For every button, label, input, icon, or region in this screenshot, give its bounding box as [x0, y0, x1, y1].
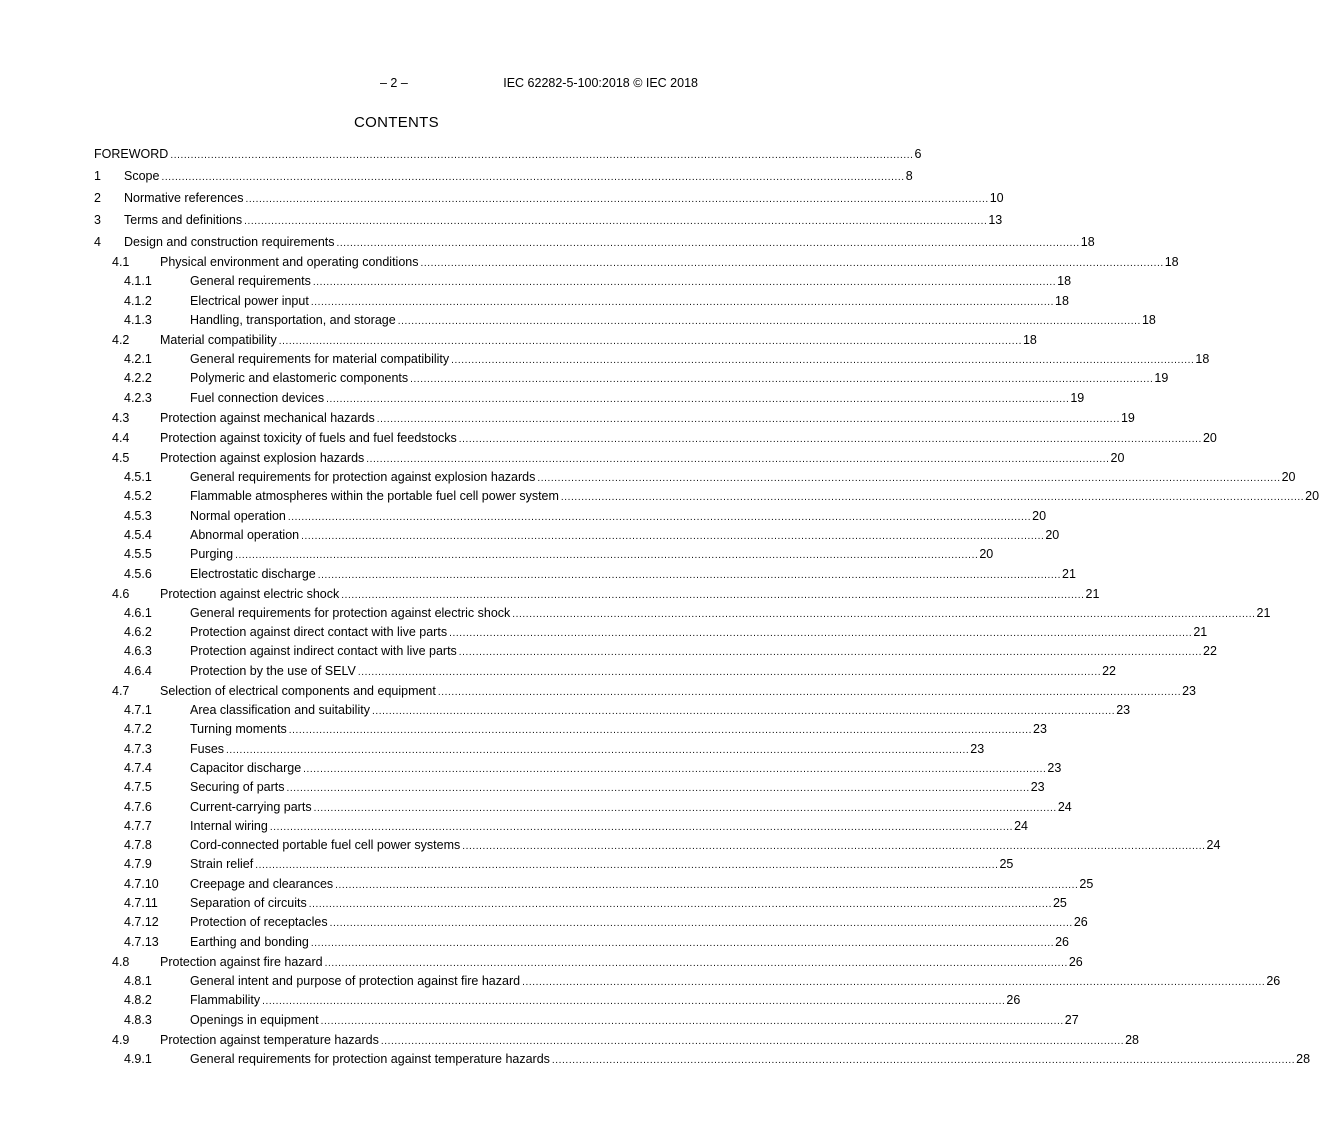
- toc-entry[interactable]: [94, 426, 1217, 446]
- toc-entry-page: 26: [1068, 954, 1083, 969]
- dot-leader: ............................................................................................................................................................................................................................: [226, 744, 970, 756]
- toc-entry[interactable]: [94, 142, 922, 162]
- toc-entry-number: 4.8.1: [124, 973, 152, 988]
- toc-entry-title: Protection against mechanical hazards: [160, 410, 375, 425]
- dot-leader: ............................................................................................................................................................................................................................: [317, 569, 1061, 581]
- toc-entry[interactable]: [94, 621, 1208, 640]
- dot-leader: ............................................................................................................................................................................................................................: [522, 976, 1266, 988]
- toc-entry-page: 23: [970, 741, 985, 756]
- toc-entry-title: Area classification and suitability: [190, 703, 370, 718]
- toc-entry-number: 4.7.11: [124, 896, 158, 911]
- toc-entry-page: 20: [1110, 450, 1125, 465]
- toc-entry-number: 4.7.7: [124, 818, 152, 833]
- toc-entry-title: Terms and definitions: [124, 213, 243, 227]
- toc-entry[interactable]: [94, 1048, 1311, 1067]
- dot-leader: ............................................................................................................................................................................................................................: [326, 393, 1070, 405]
- dot-leader: ............................................................................................................................................................................................................................: [371, 706, 1116, 718]
- toc-entry[interactable]: [94, 930, 1069, 949]
- toc-entry[interactable]: [94, 184, 1004, 206]
- dot-leader: ............................................................................................................................................................................................................................: [170, 150, 914, 161]
- toc-entry-title: Strain relief: [190, 857, 254, 872]
- dot-leader: ............................................................................................................................................................................................................................: [329, 918, 1073, 930]
- toc-entry-page: 8: [905, 169, 913, 183]
- toc-entry-page: 19: [1070, 390, 1085, 405]
- dot-leader: ............................................................................................................................................................................................................................: [420, 258, 1164, 269]
- toc-entry-title: FOREWORD: [94, 147, 169, 161]
- toc-entry-number: 4.5.6: [124, 566, 152, 581]
- dot-leader: ............................................................................................................................................................................................................................: [262, 996, 1006, 1008]
- toc-entry-title: Fuses: [190, 741, 225, 756]
- toc-entry[interactable]: [94, 206, 1003, 228]
- toc-entry[interactable]: [94, 162, 913, 184]
- toc-entry[interactable]: [94, 485, 1319, 504]
- toc-entry-number: 4.9.1: [124, 1051, 152, 1066]
- toc-entry-title: Creepage and clearances: [190, 876, 334, 891]
- dot-leader: ............................................................................................................................................................................................................................: [287, 511, 1032, 523]
- toc-entry-title: General requirements for protection against temperature hazards: [190, 1051, 550, 1066]
- toc-entry-title: General requirements for material compatibility: [190, 352, 450, 367]
- dot-leader: ............................................................................................................................................................................................................................: [449, 628, 1193, 640]
- toc-entry[interactable]: [94, 562, 1076, 581]
- dot-leader: ............................................................................................................................................................................................................................: [312, 277, 1057, 289]
- dot-leader: ............................................................................................................................................................................................................................: [341, 589, 1085, 601]
- toc-entry-page: 23: [1030, 780, 1045, 795]
- toc-entry[interactable]: [94, 309, 1156, 328]
- toc-entry-page: 18: [1080, 235, 1095, 249]
- toc-entry[interactable]: [94, 289, 1069, 308]
- dot-leader: ............................................................................................................................................................................................................................: [310, 937, 1055, 949]
- toc-entry-title: Flammable atmospheres within the portable fuel cell power system: [190, 489, 559, 504]
- dot-leader: ............................................................................................................................................................................................................................: [310, 296, 1055, 308]
- toc-entry-number: 4.7.1: [124, 703, 152, 718]
- toc-entry-page: 26: [1006, 993, 1021, 1008]
- toc-entry-page: 18: [1055, 293, 1069, 308]
- toc-entry-page: 21: [1193, 625, 1208, 640]
- toc-entry-page: 26: [1073, 915, 1088, 930]
- toc-entry-page: 23: [1182, 683, 1197, 698]
- dot-leader: ............................................................................................................................................................................................................................: [458, 433, 1202, 445]
- toc-entry[interactable]: [94, 659, 1116, 678]
- toc-entry-title: Protection against indirect contact with live parts: [190, 644, 457, 659]
- toc-entry[interactable]: [94, 386, 1085, 405]
- toc-entry-title: Handling, transportation, and storage: [190, 312, 396, 327]
- toc-entry-title: Normal operation: [190, 508, 286, 523]
- toc-entry-number: 4.2.3: [124, 390, 152, 405]
- toc-entry-title: Polymeric and elastomeric components: [190, 371, 409, 386]
- toc-entry-number: 2: [94, 191, 101, 205]
- dot-leader: ............................................................................................................................................................................................................................: [245, 194, 989, 205]
- toc-entry-page: 20: [979, 547, 994, 562]
- toc-entry[interactable]: [94, 270, 1072, 289]
- toc-entry-title: Selection of electrical components and equipment: [160, 683, 436, 698]
- toc-entry-title: Fuel connection devices: [190, 390, 325, 405]
- toc-entry-title: General intent and purpose of protection against fire hazard: [190, 973, 521, 988]
- dot-leader: ............................................................................................................................................................................................................................: [255, 860, 999, 872]
- toc-entry-number: 4.3: [112, 410, 130, 425]
- toc-entry-title: Protection of receptacles: [190, 915, 328, 930]
- toc-entry-title: Capacitor discharge: [190, 760, 302, 775]
- toc-entry-page: 19: [1154, 371, 1169, 386]
- toc-entry-page: 20: [1305, 489, 1319, 504]
- toc-entry-number: 4.1.2: [124, 293, 152, 308]
- toc-entry[interactable]: [94, 679, 1197, 699]
- toc-entry-page: 23: [1047, 760, 1062, 775]
- dot-leader: ............................................................................................................................................................................................................................: [376, 413, 1120, 425]
- toc-entry[interactable]: [94, 504, 1047, 523]
- toc-entry-number: 4.5: [112, 450, 130, 465]
- toc-entry-title: Protection against direct contact with live parts: [190, 625, 448, 640]
- toc-entry-page: 24: [1057, 799, 1072, 814]
- toc-entry-page: 26: [1266, 973, 1281, 988]
- toc-entry-title: Protection against toxicity of fuels and fuel feedstocks: [160, 430, 457, 445]
- toc-entry[interactable]: [94, 543, 994, 562]
- toc-entry-title: Protection against fire hazard: [160, 954, 323, 969]
- toc-entry[interactable]: [94, 834, 1221, 853]
- toc-entry[interactable]: [94, 892, 1067, 911]
- toc-entry-title: Protection by the use of SELV: [190, 663, 356, 678]
- toc-entry-page: 23: [1033, 722, 1047, 737]
- dot-leader: ............................................................................................................................................................................................................................: [462, 841, 1206, 853]
- toc-entry-title: Scope: [124, 169, 160, 183]
- toc-entry-number: 4.8.2: [124, 993, 152, 1008]
- toc-entry-page: 18: [1022, 332, 1037, 347]
- dot-leader: ............................................................................................................................................................................................................................: [560, 492, 1305, 504]
- toc-entry-title: Electrostatic discharge: [190, 566, 316, 581]
- toc-entry[interactable]: [94, 524, 1060, 543]
- toc-entry-title: Openings in equipment: [190, 1012, 319, 1027]
- toc-entry-number: 4.5.1: [124, 470, 152, 485]
- toc-entry-title: Cord-connected portable fuel cell power systems: [190, 838, 461, 853]
- dot-leader: ............................................................................................................................................................................................................................: [301, 530, 1045, 542]
- toc-entry-page: 6: [914, 147, 922, 161]
- toc-entry-number: 4.5.4: [124, 527, 152, 542]
- dot-leader: ............................................................................................................................................................................................................................: [269, 821, 1014, 833]
- toc-entry-number: 1: [94, 169, 101, 183]
- dot-leader: ............................................................................................................................................................................................................................: [320, 1015, 1064, 1027]
- toc-entry-number: 4.7.4: [124, 760, 152, 775]
- toc-entry-page: 20: [1032, 508, 1047, 523]
- dot-leader: ............................................................................................................................................................................................................................: [244, 216, 988, 227]
- toc-entry-number: 4.1.1: [124, 274, 152, 289]
- toc-entry-number: 3: [94, 213, 101, 227]
- toc-entry-number: 4.7.6: [124, 799, 152, 814]
- toc-entry-title: Earthing and bonding: [190, 934, 309, 949]
- toc-entry-page: 20: [1202, 430, 1217, 445]
- dot-leader: ............................................................................................................................................................................................................................: [451, 355, 1195, 367]
- toc-entry-title: Flammability: [190, 993, 261, 1008]
- toc-entry[interactable]: [94, 367, 1169, 386]
- toc-entry-title: Material compatibility: [160, 332, 277, 347]
- dot-leader: ............................................................................................................................................................................................................................: [308, 899, 1052, 911]
- toc-entry[interactable]: [94, 699, 1131, 718]
- dot-leader: ............................................................................................................................................................................................................................: [512, 608, 1256, 620]
- toc-entry-number: 4.6.4: [124, 663, 152, 678]
- toc-entry-page: 10: [989, 191, 1004, 205]
- toc-entry-title: Securing of parts: [190, 780, 285, 795]
- toc-entry-title: Physical environment and operating conditions: [160, 255, 419, 269]
- toc-entry-number: 4.8.3: [124, 1012, 152, 1027]
- toc-entry-page: 23: [1116, 703, 1131, 718]
- toc-entry-page: 22: [1102, 663, 1116, 678]
- toc-entry-title: General requirements for protection against electric shock: [190, 605, 511, 620]
- toc-entry-title: Current-carrying parts: [190, 799, 312, 814]
- document-reference: IEC 62282-5-100:2018 © IEC 2018: [503, 76, 698, 90]
- toc-entry[interactable]: [94, 1008, 1079, 1027]
- toc-entry-page: 20: [1045, 527, 1060, 542]
- page-number: – 2 –: [380, 76, 408, 90]
- dot-leader: ............................................................................................................................................................................................................................: [161, 172, 905, 183]
- toc-entry-page: 21: [1256, 605, 1271, 620]
- dot-leader: ............................................................................................................................................................................................................................: [397, 315, 1141, 327]
- toc-entry[interactable]: [94, 815, 1028, 834]
- toc-entry-page: 22: [1203, 644, 1217, 659]
- toc-entry-number: 4.8: [112, 954, 130, 969]
- dot-leader: ............................................................................................................................................................................................................................: [324, 957, 1068, 969]
- dot-leader: ............................................................................................................................................................................................................................: [380, 1035, 1125, 1047]
- toc-entry-title: General requirements for protection against explosion hazards: [190, 470, 536, 485]
- toc-entry-title: Turning moments: [190, 722, 287, 737]
- toc-entry-number: 4.7.3: [124, 741, 152, 756]
- toc-entry-number: 4.2.1: [124, 352, 152, 367]
- toc-entry[interactable]: [94, 795, 1072, 814]
- toc-entry-number: 4.9: [112, 1032, 130, 1047]
- toc-entry-page: 20: [1281, 470, 1296, 485]
- toc-entry-page: 24: [1206, 838, 1221, 853]
- toc-entry-title: Protection against electric shock: [160, 586, 340, 601]
- toc-entry[interactable]: [94, 582, 1100, 602]
- dot-leader: ............................................................................................................................................................................................................................: [537, 473, 1281, 485]
- toc-entry-title: Design and construction requirements: [124, 235, 335, 249]
- page-header: [94, 75, 698, 91]
- toc-entry-number: 4.7.2: [124, 722, 152, 737]
- toc-entry-number: 4.7.13: [124, 934, 159, 949]
- dot-leader: ............................................................................................................................................................................................................................: [551, 1054, 1296, 1066]
- toc-entry-number: 4.2.2: [124, 371, 152, 386]
- dot-leader: ............................................................................................................................................................................................................................: [286, 783, 1030, 795]
- toc-entry-number: 4.1: [112, 255, 130, 269]
- toc-entry[interactable]: [94, 737, 985, 756]
- toc-entry-number: 4.4: [112, 430, 130, 445]
- toc-entry[interactable]: [94, 1028, 1140, 1048]
- toc-entry-page: 21: [1062, 566, 1076, 581]
- toc-entry-number: 4.6.1: [124, 605, 152, 620]
- toc-entry-title: Abnormal operation: [190, 527, 300, 542]
- toc-entry[interactable]: [94, 757, 1062, 776]
- toc-entry[interactable]: [94, 406, 1135, 426]
- toc-entry-title: Electrical power input: [190, 293, 309, 308]
- toc-entry[interactable]: [94, 446, 1125, 466]
- dot-leader: ............................................................................................................................................................................................................................: [336, 238, 1080, 249]
- toc-entry-number: 4.1.3: [124, 312, 152, 327]
- toc-entry[interactable]: [94, 718, 1047, 737]
- dot-leader: ............................................................................................................................................................................................................................: [357, 666, 1102, 678]
- dot-leader: ............................................................................................................................................................................................................................: [437, 686, 1182, 698]
- toc-entry-page: 13: [988, 213, 1003, 227]
- toc-entry[interactable]: [94, 228, 1095, 250]
- toc-entry-title: General requirements: [190, 274, 311, 289]
- toc-entry-page: 18: [1141, 312, 1156, 327]
- toc-entry-page: 27: [1064, 1012, 1079, 1027]
- dot-leader: ............................................................................................................................................................................................................................: [288, 725, 1033, 737]
- toc-entry-page: 25: [999, 857, 1014, 872]
- toc-entry[interactable]: [94, 911, 1088, 930]
- dot-leader: ............................................................................................................................................................................................................................: [410, 374, 1154, 386]
- dot-leader: ............................................................................................................................................................................................................................: [278, 335, 1022, 347]
- toc-entry-page: 26: [1055, 934, 1069, 949]
- toc-entry[interactable]: [94, 853, 1014, 872]
- toc-entry-title: Purging: [190, 547, 234, 562]
- toc-entry-page: 18: [1195, 352, 1210, 367]
- toc-entry-number: 4.7.12: [124, 915, 159, 930]
- contents-title: CONTENTS: [354, 114, 439, 131]
- toc-entry-number: 4.5.3: [124, 508, 152, 523]
- dot-leader: ............................................................................................................................................................................................................................: [303, 763, 1047, 775]
- toc-entry-number: 4.7.10: [124, 876, 159, 891]
- table-of-contents: [94, 142, 1319, 1067]
- toc-entry-page: 28: [1125, 1032, 1140, 1047]
- toc-entry[interactable]: [94, 970, 1281, 989]
- toc-entry-title: Separation of circuits: [190, 896, 307, 911]
- toc-entry[interactable]: [94, 466, 1296, 485]
- toc-entry-page: 24: [1014, 818, 1028, 833]
- toc-entry-title: Normative references: [124, 191, 244, 205]
- toc-entry[interactable]: [94, 328, 1037, 348]
- toc-entry-number: 4.7: [112, 683, 130, 698]
- toc-entry-number: 4: [94, 235, 101, 249]
- toc-entry-number: 4.5.2: [124, 489, 152, 504]
- toc-entry-page: 25: [1079, 876, 1094, 891]
- toc-entry-title: Internal wiring: [190, 818, 268, 833]
- toc-entry-page: 25: [1052, 896, 1067, 911]
- toc-entry-number: 4.6.3: [124, 644, 152, 659]
- toc-entry[interactable]: [94, 989, 1021, 1008]
- toc-entry-number: 4.6: [112, 586, 130, 601]
- toc-entry[interactable]: [94, 950, 1083, 970]
- toc-entry[interactable]: [94, 348, 1210, 367]
- toc-entry-number: 4.7.9: [124, 857, 152, 872]
- toc-entry-page: 28: [1296, 1051, 1311, 1066]
- dot-leader: ............................................................................................................................................................................................................................: [366, 453, 1110, 465]
- toc-entry-page: 19: [1120, 410, 1135, 425]
- toc-entry-number: 4.7.8: [124, 838, 152, 853]
- toc-entry[interactable]: [94, 250, 1179, 270]
- toc-entry[interactable]: [94, 872, 1094, 891]
- toc-entry-page: 21: [1085, 586, 1100, 601]
- toc-entry-number: 4.6.2: [124, 625, 152, 640]
- dot-leader: ............................................................................................................................................................................................................................: [335, 879, 1079, 891]
- toc-entry-number: 4.7.5: [124, 780, 152, 795]
- dot-leader: ............................................................................................................................................................................................................................: [458, 647, 1203, 659]
- dot-leader: ............................................................................................................................................................................................................................: [313, 802, 1057, 814]
- toc-entry[interactable]: [94, 602, 1271, 621]
- toc-entry-number: 4.5.5: [124, 547, 152, 562]
- toc-entry-page: 18: [1164, 255, 1179, 269]
- toc-entry-title: Protection against temperature hazards: [160, 1032, 379, 1047]
- toc-entry[interactable]: [94, 640, 1217, 659]
- toc-entry[interactable]: [94, 776, 1045, 795]
- toc-entry-page: 18: [1057, 274, 1072, 289]
- dot-leader: ............................................................................................................................................................................................................................: [235, 550, 979, 562]
- toc-entry-number: 4.2: [112, 332, 130, 347]
- toc-entry-title: Protection against explosion hazards: [160, 450, 365, 465]
